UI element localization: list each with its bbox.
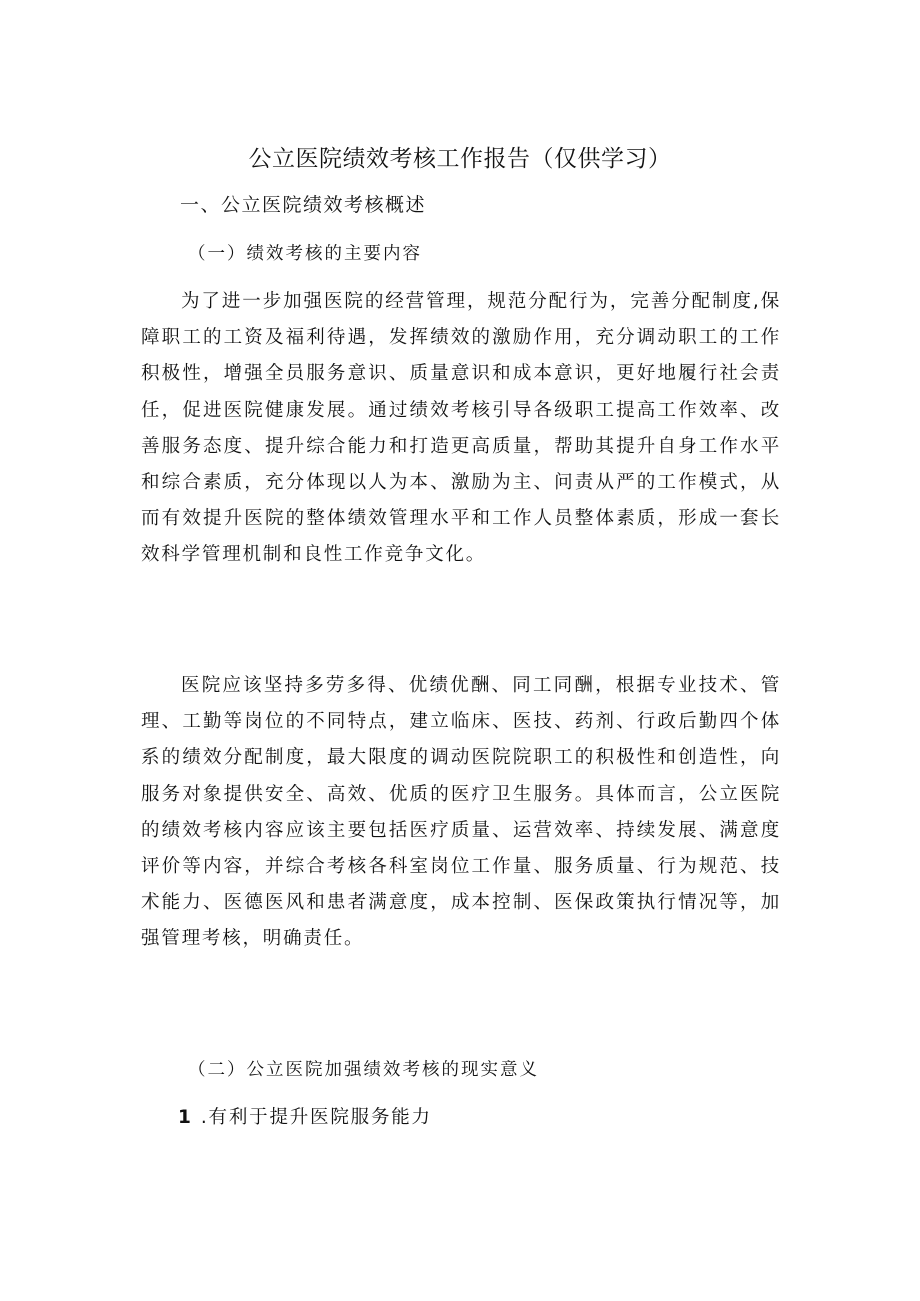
subsection-heading-significance: （二）公立医院加强绩效考核的现实意义 [188, 1060, 539, 1080]
list-item-number: 1 [178, 1107, 201, 1128]
paragraph-distribution: 医院应该坚持多劳多得、优绩优酬、同工同酬，根据专业技术、管理、工勤等岗位的不同特点，建立临床、医技、药剂、行政后勤四个体系的绩效分配制度，最大限度的调动医院院职工的积极性和创造性，向服务对象提供安全、高效、优质的医疗卫生服务。具体而言，公立医院的绩效考核内容应该主要包括医疗质量、运营效率、持续发展、满意度评价等内容，并综合考核各科室岗位工作量、服务质量、行为规范、技术能力、医德医风和患者满意度，成本控制、医保政策执行情况等，加强管理考核，明确责任。 [141, 675, 781, 950]
document-title: 公立医院绩效考核工作报告（仅供学习） [248, 146, 672, 172]
paragraph-purpose: 为了进一步加强医院的经营管理，规范分配行为，完善分配制度,保障职工的工资及福利待遇，发挥绩效的激励作用，充分调动职工的工作积极性，增强全员服务意识、质量意识和成本意识，更好地履行社会责任，促进医院健康发展。通过绩效考核引导各级职工提高工作效率、改善服务态度、提升综合能力和打造更高质量，帮助其提升自身工作水平和综合素质，充分体现以人为本、激励为主、问责从严的工作模式，从而有效提升医院的整体绩效管理水平和工作人员整体素质，形成一套长效科学管理机制和良性工作竞争文化。 [141, 291, 781, 566]
subsection-heading-main-content: （一）绩效考核的主要内容 [188, 244, 422, 264]
list-item-text: .有利于提升医院服务能力 [200, 1107, 432, 1128]
list-item-service-capacity [178, 1103, 432, 1133]
section-heading-overview: 一、公立医院绩效考核概述 [180, 194, 427, 216]
